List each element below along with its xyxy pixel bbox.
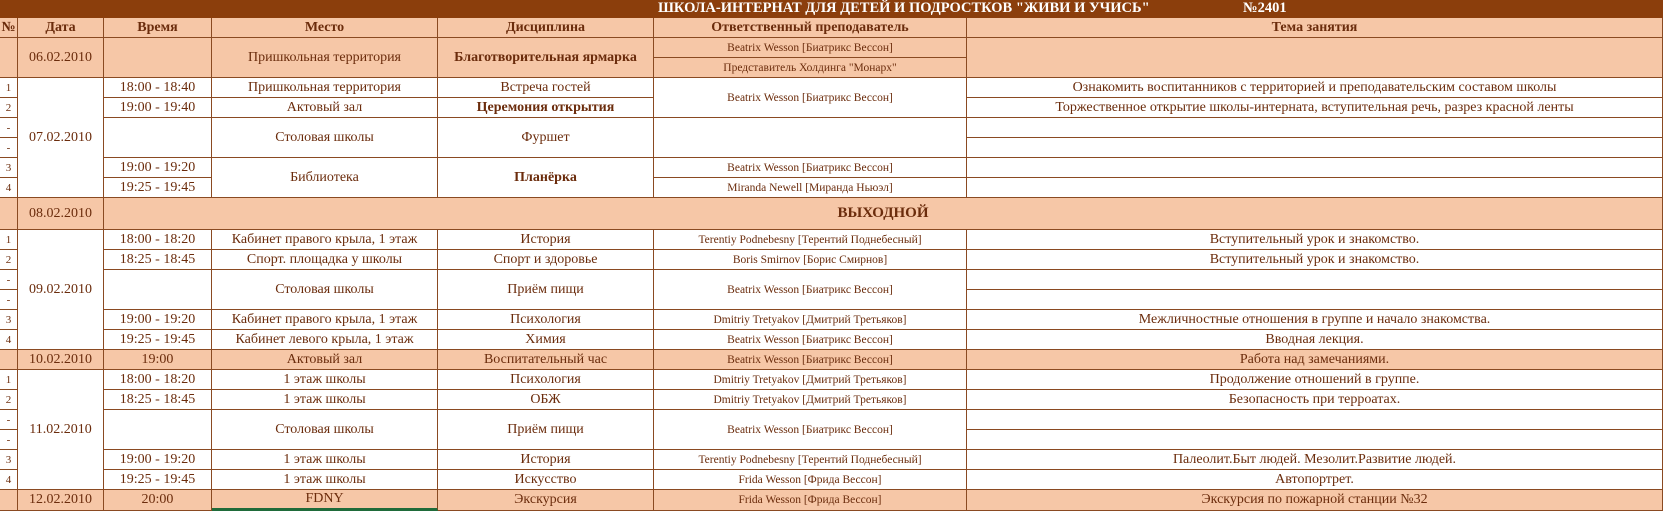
- topic-cell[interactable]: Торжественное открытие школы-интерната, вступительная речь, разрез красной ленты: [967, 98, 1663, 118]
- topic-cell[interactable]: Ознакомить воспитанников с территорией и преподавательским составом школы: [967, 78, 1663, 98]
- time-cell[interactable]: 18:00 - 18:40: [104, 78, 212, 98]
- topic-cell[interactable]: Работа над замечаниями.: [967, 350, 1663, 370]
- place-cell[interactable]: Актовый зал: [212, 98, 438, 118]
- discipline-cell[interactable]: История: [438, 450, 654, 470]
- row-num-cell[interactable]: 4: [0, 178, 18, 198]
- time-cell[interactable]: 19:00 - 19:40: [104, 98, 212, 118]
- discipline-cell[interactable]: Экскурсия: [438, 490, 654, 511]
- teacher-cell[interactable]: Beatrix Wesson [Биатрикс Вессон]: [654, 410, 967, 450]
- date-cell[interactable]: 06.02.2010: [18, 38, 104, 78]
- discipline-cell[interactable]: Приём пищи: [438, 410, 654, 450]
- topic-cell[interactable]: [967, 158, 1663, 178]
- teacher-cell[interactable]: Beatrix Wesson [Биатрикс Вессон]: [654, 330, 967, 350]
- discipline-cell[interactable]: История: [438, 230, 654, 250]
- discipline-cell[interactable]: Церемония открытия: [438, 98, 654, 118]
- header-topic[interactable]: Тема занятия: [967, 18, 1663, 38]
- topic-cell[interactable]: [967, 138, 1663, 158]
- date-cell[interactable]: 11.02.2010: [18, 370, 104, 490]
- teacher-cell[interactable]: Boris Smirnov [Борис Смирнов]: [654, 250, 967, 270]
- teacher-cell[interactable]: Terentiy Podnebesny [Терентий Поднебесный]: [654, 230, 967, 250]
- teacher-cell[interactable]: Frida Wesson [Фрида Вессон]: [654, 490, 967, 511]
- place-cell[interactable]: Спорт. площадка у школы: [212, 250, 438, 270]
- time-cell[interactable]: 19:25 - 19:45: [104, 178, 212, 198]
- place-cell-selected[interactable]: FDNY: [212, 490, 438, 511]
- teacher-cell[interactable]: Beatrix Wesson [Биатрикс Вессон]: [654, 38, 967, 58]
- row-num-cell[interactable]: 3: [0, 450, 18, 470]
- header-num[interactable]: №: [0, 18, 18, 38]
- teacher-cell[interactable]: Terentiy Podnebesny [Терентий Поднебесный]: [654, 450, 967, 470]
- topic-cell[interactable]: Экскурсия по пожарной станции №32: [967, 490, 1663, 511]
- row-num-cell[interactable]: 3: [0, 158, 18, 178]
- row-num-cell[interactable]: 3: [0, 310, 18, 330]
- place-cell[interactable]: Кабинет правого крыла, 1 этаж: [212, 310, 438, 330]
- teacher-cell[interactable]: Frida Wesson [Фрида Вессон]: [654, 470, 967, 490]
- row-num-cell[interactable]: -: [0, 290, 18, 310]
- header-date[interactable]: Дата: [18, 18, 104, 38]
- discipline-cell[interactable]: Благотворительная ярмарка: [438, 38, 654, 78]
- row-num-cell[interactable]: 2: [0, 250, 18, 270]
- topic-cell[interactable]: Безопасность при терроатах.: [967, 390, 1663, 410]
- place-cell[interactable]: Столовая школы: [212, 410, 438, 450]
- date-cell[interactable]: 08.02.2010: [18, 198, 104, 230]
- topic-cell[interactable]: Вводная лекция.: [967, 330, 1663, 350]
- teacher-cell[interactable]: Beatrix Wesson [Биатрикс Вессон]: [654, 270, 967, 310]
- teacher-cell[interactable]: Beatrix Wesson [Биатрикс Вессон]: [654, 78, 967, 118]
- row-num-cell[interactable]: -: [0, 138, 18, 158]
- place-cell[interactable]: Столовая школы: [212, 118, 438, 158]
- time-cell[interactable]: [104, 410, 212, 450]
- topic-cell[interactable]: [967, 178, 1663, 198]
- topic-cell[interactable]: [967, 290, 1663, 310]
- discipline-cell[interactable]: Воспитательный час: [438, 350, 654, 370]
- row-num-cell[interactable]: [0, 38, 18, 78]
- discipline-cell[interactable]: Приём пищи: [438, 270, 654, 310]
- place-cell[interactable]: 1 этаж школы: [212, 450, 438, 470]
- date-cell[interactable]: 12.02.2010: [18, 490, 104, 511]
- discipline-cell[interactable]: Встреча гостей: [438, 78, 654, 98]
- sheet-title-bar: [0, 0, 1663, 18]
- teacher-cell[interactable]: Dmitriy Tretyakov [Дмитрий Третьяков]: [654, 370, 967, 390]
- time-cell[interactable]: 19:00: [104, 350, 212, 370]
- discipline-cell[interactable]: Спорт и здоровье: [438, 250, 654, 270]
- teacher-cell[interactable]: Dmitriy Tretyakov [Дмитрий Третьяков]: [654, 310, 967, 330]
- row-num-cell[interactable]: -: [0, 430, 18, 450]
- row-num-cell[interactable]: [0, 198, 18, 230]
- row-num-cell[interactable]: 1: [0, 230, 18, 250]
- header-teacher[interactable]: Ответственный преподаватель: [654, 18, 967, 38]
- discipline-cell[interactable]: Планёрка: [438, 158, 654, 198]
- discipline-cell[interactable]: Фуршет: [438, 118, 654, 158]
- time-cell[interactable]: 20:00: [104, 490, 212, 511]
- row-num-cell[interactable]: [0, 350, 18, 370]
- time-cell[interactable]: 19:25 - 19:45: [104, 470, 212, 490]
- row-num-cell[interactable]: 2: [0, 390, 18, 410]
- place-cell[interactable]: Кабинет правого крыла, 1 этаж: [212, 230, 438, 250]
- sheet-title: ШКОЛА-ИНТЕРНАТ ДЛЯ ДЕТЕЙ И ПОДРОСТКОВ "ЖИВИ И УЧИСЬ": [658, 0, 1150, 16]
- row-num-cell[interactable]: [0, 490, 18, 511]
- discipline-cell[interactable]: Психология: [438, 370, 654, 390]
- place-cell[interactable]: Кабинет левого крыла, 1 этаж: [212, 330, 438, 350]
- row-num-cell[interactable]: 4: [0, 470, 18, 490]
- topic-cell[interactable]: Автопортрет.: [967, 470, 1663, 490]
- time-cell[interactable]: [104, 118, 212, 158]
- time-cell[interactable]: 18:25 - 18:45: [104, 250, 212, 270]
- topic-cell[interactable]: [967, 270, 1663, 290]
- topic-cell[interactable]: Палеолит.Быт людей. Мезолит.Развитие людей.: [967, 450, 1663, 470]
- place-cell[interactable]: 1 этаж школы: [212, 470, 438, 490]
- row-num-cell[interactable]: 1: [0, 78, 18, 98]
- place-cell[interactable]: 1 этаж школы: [212, 390, 438, 410]
- row-num-cell[interactable]: -: [0, 270, 18, 290]
- discipline-cell[interactable]: Психология: [438, 310, 654, 330]
- teacher-cell[interactable]: Miranda Newell [Миранда Ньюэл]: [654, 178, 967, 198]
- teacher-cell[interactable]: [654, 118, 967, 158]
- time-cell[interactable]: [104, 38, 212, 78]
- discipline-cell[interactable]: ОБЖ: [438, 390, 654, 410]
- time-cell[interactable]: 18:25 - 18:45: [104, 390, 212, 410]
- place-cell[interactable]: Столовая школы: [212, 270, 438, 310]
- discipline-cell[interactable]: Химия: [438, 330, 654, 350]
- place-cell[interactable]: Пришкольная территория: [212, 38, 438, 78]
- topic-cell[interactable]: Продолжение отношений в группе.: [967, 370, 1663, 390]
- time-cell[interactable]: 19:00 - 19:20: [104, 310, 212, 330]
- topic-cell[interactable]: [967, 118, 1663, 138]
- row-num-cell[interactable]: 1: [0, 370, 18, 390]
- time-cell[interactable]: 19:00 - 19:20: [104, 450, 212, 470]
- day-off-label[interactable]: ВЫХОДНОЙ: [104, 198, 1663, 230]
- sheet-code: №2401: [1243, 0, 1287, 16]
- time-cell[interactable]: 19:25 - 19:45: [104, 330, 212, 350]
- row-num-cell[interactable]: 2: [0, 98, 18, 118]
- teacher-cell[interactable]: Dmitriy Tretyakov [Дмитрий Третьяков]: [654, 390, 967, 410]
- teacher-cell[interactable]: Представитель Холдинга "Монарх": [654, 58, 967, 78]
- header-time[interactable]: Время: [104, 18, 212, 38]
- teacher-cell[interactable]: Beatrix Wesson [Биатрикс Вессон]: [654, 350, 967, 370]
- place-cell[interactable]: Пришкольная территория: [212, 78, 438, 98]
- date-cell[interactable]: 09.02.2010: [18, 230, 104, 350]
- topic-cell[interactable]: Межличностные отношения в группе и начало знакомства.: [967, 310, 1663, 330]
- teacher-cell[interactable]: Beatrix Wesson [Биатрикс Вессон]: [654, 158, 967, 178]
- topic-cell[interactable]: [967, 410, 1663, 430]
- time-cell[interactable]: 19:00 - 19:20: [104, 158, 212, 178]
- date-cell[interactable]: 07.02.2010: [18, 78, 104, 198]
- row-num-cell[interactable]: -: [0, 410, 18, 430]
- time-cell[interactable]: [104, 270, 212, 310]
- date-cell[interactable]: 10.02.2010: [18, 350, 104, 370]
- header-place[interactable]: Место: [212, 18, 438, 38]
- place-cell[interactable]: Библиотека: [212, 158, 438, 198]
- discipline-cell[interactable]: Искусство: [438, 470, 654, 490]
- place-cell[interactable]: 1 этаж школы: [212, 370, 438, 390]
- time-cell[interactable]: 18:00 - 18:20: [104, 370, 212, 390]
- topic-cell[interactable]: [967, 38, 1663, 78]
- row-num-cell[interactable]: 4: [0, 330, 18, 350]
- topic-cell[interactable]: [967, 430, 1663, 450]
- topic-cell[interactable]: Вступительный урок и знакомство.: [967, 230, 1663, 250]
- row-num-cell[interactable]: -: [0, 118, 18, 138]
- topic-cell[interactable]: Вступительный урок и знакомство.: [967, 250, 1663, 270]
- time-cell[interactable]: 18:00 - 18:20: [104, 230, 212, 250]
- place-cell[interactable]: Актовый зал: [212, 350, 438, 370]
- header-discipline[interactable]: Дисциплина: [438, 18, 654, 38]
